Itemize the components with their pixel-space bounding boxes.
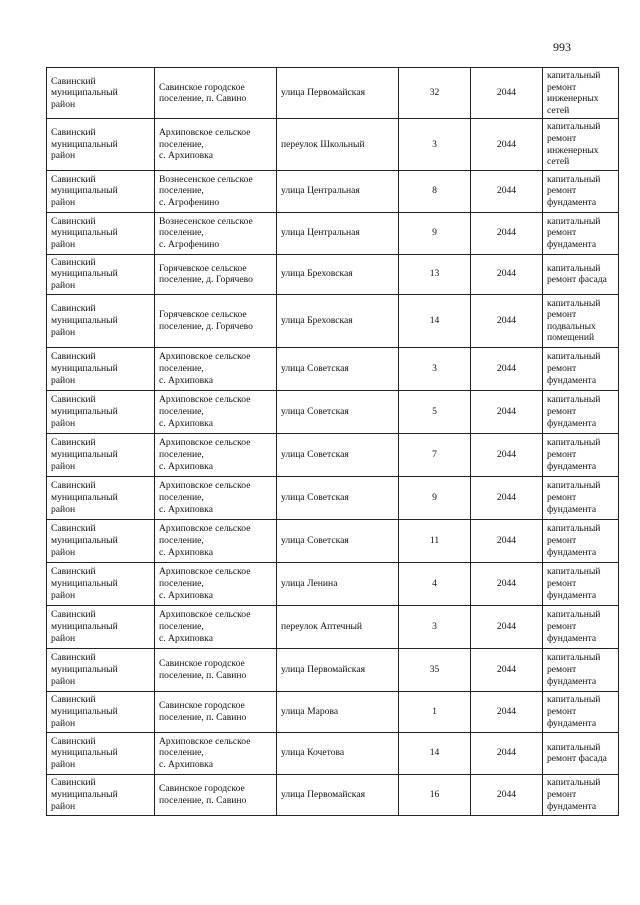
- cell-district: Савинский муниципальный район: [47, 347, 155, 390]
- cell-settlement: Архиповское сельское поселение, с. Архиповка: [155, 476, 277, 519]
- table-row: [47, 390, 619, 433]
- table-row: [47, 170, 619, 212]
- cell-house-number: 9: [399, 476, 471, 519]
- cell-work-type: капитальный ремонт фундамента: [543, 170, 619, 212]
- cell-district: Савинский муниципальный район: [47, 390, 155, 433]
- cell-house-number: 3: [399, 347, 471, 390]
- cell-work-type: капитальный ремонт фундамента: [543, 390, 619, 433]
- cell-year: 2044: [471, 294, 543, 347]
- cell-settlement: Вознесенское сельское поселение, с. Агрофенино: [155, 212, 277, 254]
- cell-work-type: капитальный ремонт подвальных помещений: [543, 294, 619, 347]
- cell-settlement: Архиповское сельское поселение, с. Архиповка: [155, 433, 277, 476]
- cell-settlement: Савинское городское поселение, п. Савино: [155, 691, 277, 732]
- cell-district: Савинский муниципальный район: [47, 774, 155, 815]
- cell-house-number: 5: [399, 390, 471, 433]
- cell-street: улица Советская: [277, 476, 399, 519]
- cell-work-type: капитальный ремонт инженерных сетей: [543, 119, 619, 170]
- cell-street: улица Бреховская: [277, 254, 399, 294]
- cell-house-number: 8: [399, 170, 471, 212]
- cell-house-number: 3: [399, 119, 471, 170]
- cell-year: 2044: [471, 732, 543, 774]
- cell-work-type: капитальный ремонт фундамента: [543, 648, 619, 691]
- cell-work-type: капитальный ремонт фасада: [543, 732, 619, 774]
- cell-settlement: Архиповское сельское поселение, с. Архиповка: [155, 119, 277, 170]
- cell-street: улица Марова: [277, 691, 399, 732]
- cell-district: Савинский муниципальный район: [47, 691, 155, 732]
- table-row: [47, 433, 619, 476]
- cell-year: 2044: [471, 347, 543, 390]
- cell-district: Савинский муниципальный район: [47, 68, 155, 119]
- cell-street: улица Советская: [277, 347, 399, 390]
- cell-street: улица Ленина: [277, 562, 399, 605]
- table-body: [47, 68, 619, 816]
- cell-year: 2044: [471, 433, 543, 476]
- cell-house-number: 13: [399, 254, 471, 294]
- table-row: [47, 294, 619, 347]
- cell-district: Савинский муниципальный район: [47, 170, 155, 212]
- cell-street: улица Центральная: [277, 212, 399, 254]
- table-row: [47, 648, 619, 691]
- cell-district: Савинский муниципальный район: [47, 212, 155, 254]
- cell-street: переулок Школьный: [277, 119, 399, 170]
- cell-house-number: 16: [399, 774, 471, 815]
- cell-year: 2044: [471, 68, 543, 119]
- cell-house-number: 4: [399, 562, 471, 605]
- cell-settlement: Архиповское сельское поселение, с. Архиповка: [155, 519, 277, 562]
- cell-street: улица Советская: [277, 433, 399, 476]
- cell-house-number: 3: [399, 605, 471, 648]
- cell-district: Савинский муниципальный район: [47, 294, 155, 347]
- cell-year: 2044: [471, 390, 543, 433]
- cell-work-type: капитальный ремонт фундамента: [543, 347, 619, 390]
- cell-district: Савинский муниципальный район: [47, 119, 155, 170]
- cell-settlement: Горячевское сельское поселение, д. Горячево: [155, 294, 277, 347]
- cell-district: Савинский муниципальный район: [47, 732, 155, 774]
- cell-street: улица Первомайская: [277, 68, 399, 119]
- repair-schedule-table: [46, 67, 619, 816]
- cell-street: улица Советская: [277, 519, 399, 562]
- table-row: [47, 212, 619, 254]
- cell-settlement: Архиповское сельское поселение, с. Архиповка: [155, 562, 277, 605]
- cell-work-type: капитальный ремонт фундамента: [543, 212, 619, 254]
- cell-street: улица Советская: [277, 390, 399, 433]
- table-row: [47, 476, 619, 519]
- cell-year: 2044: [471, 170, 543, 212]
- cell-house-number: 14: [399, 732, 471, 774]
- cell-settlement: Архиповское сельское поселение, с. Архиповка: [155, 347, 277, 390]
- cell-street: улица Центральная: [277, 170, 399, 212]
- table-row: [47, 732, 619, 774]
- cell-street: улица Первомайская: [277, 648, 399, 691]
- cell-settlement: Горячевское сельское поселение, д. Горячево: [155, 254, 277, 294]
- table-row: [47, 119, 619, 170]
- cell-work-type: капитальный ремонт фундамента: [543, 562, 619, 605]
- cell-district: Савинский муниципальный район: [47, 254, 155, 294]
- cell-district: Савинский муниципальный район: [47, 605, 155, 648]
- cell-district: Савинский муниципальный район: [47, 476, 155, 519]
- cell-work-type: капитальный ремонт фундамента: [543, 519, 619, 562]
- cell-year: 2044: [471, 605, 543, 648]
- table-row: [47, 562, 619, 605]
- cell-work-type: капитальный ремонт фасада: [543, 254, 619, 294]
- cell-house-number: 7: [399, 433, 471, 476]
- cell-settlement: Архиповское сельское поселение, с. Архиповка: [155, 605, 277, 648]
- cell-settlement: Савинское городское поселение, п. Савино: [155, 774, 277, 815]
- cell-year: 2044: [471, 476, 543, 519]
- table-row: [47, 254, 619, 294]
- cell-street: переулок Аптечный: [277, 605, 399, 648]
- cell-work-type: капитальный ремонт фундамента: [543, 433, 619, 476]
- table-row: [47, 774, 619, 815]
- cell-year: 2044: [471, 774, 543, 815]
- cell-settlement: Архиповское сельское поселение, с. Архиповка: [155, 390, 277, 433]
- cell-house-number: 9: [399, 212, 471, 254]
- cell-house-number: 14: [399, 294, 471, 347]
- cell-year: 2044: [471, 648, 543, 691]
- cell-settlement: Савинское городское поселение, п. Савино: [155, 648, 277, 691]
- cell-district: Савинский муниципальный район: [47, 519, 155, 562]
- cell-year: 2044: [471, 519, 543, 562]
- cell-house-number: 1: [399, 691, 471, 732]
- table-row: [47, 68, 619, 119]
- page-number: 993: [553, 40, 571, 54]
- cell-street: улица Первомайская: [277, 774, 399, 815]
- cell-year: 2044: [471, 119, 543, 170]
- cell-settlement: Савинское городское поселение, п. Савино: [155, 68, 277, 119]
- cell-settlement: Вознесенское сельское поселение, с. Агрофенино: [155, 170, 277, 212]
- cell-street: улица Бреховская: [277, 294, 399, 347]
- cell-district: Савинский муниципальный район: [47, 433, 155, 476]
- cell-work-type: капитальный ремонт фундамента: [543, 605, 619, 648]
- cell-house-number: 32: [399, 68, 471, 119]
- cell-work-type: капитальный ремонт инженерных сетей: [543, 68, 619, 119]
- cell-year: 2044: [471, 254, 543, 294]
- cell-year: 2044: [471, 691, 543, 732]
- cell-year: 2044: [471, 562, 543, 605]
- cell-house-number: 11: [399, 519, 471, 562]
- cell-district: Савинский муниципальный район: [47, 562, 155, 605]
- table-row: [47, 691, 619, 732]
- table-row: [47, 347, 619, 390]
- cell-year: 2044: [471, 212, 543, 254]
- cell-work-type: капитальный ремонт фундамента: [543, 476, 619, 519]
- cell-district: Савинский муниципальный район: [47, 648, 155, 691]
- cell-house-number: 35: [399, 648, 471, 691]
- table-row: [47, 605, 619, 648]
- cell-work-type: капитальный ремонт фундамента: [543, 774, 619, 815]
- cell-work-type: капитальный ремонт фундамента: [543, 691, 619, 732]
- cell-street: улица Кочетова: [277, 732, 399, 774]
- table-row: [47, 519, 619, 562]
- cell-settlement: Архиповское сельское поселение, с. Архиповка: [155, 732, 277, 774]
